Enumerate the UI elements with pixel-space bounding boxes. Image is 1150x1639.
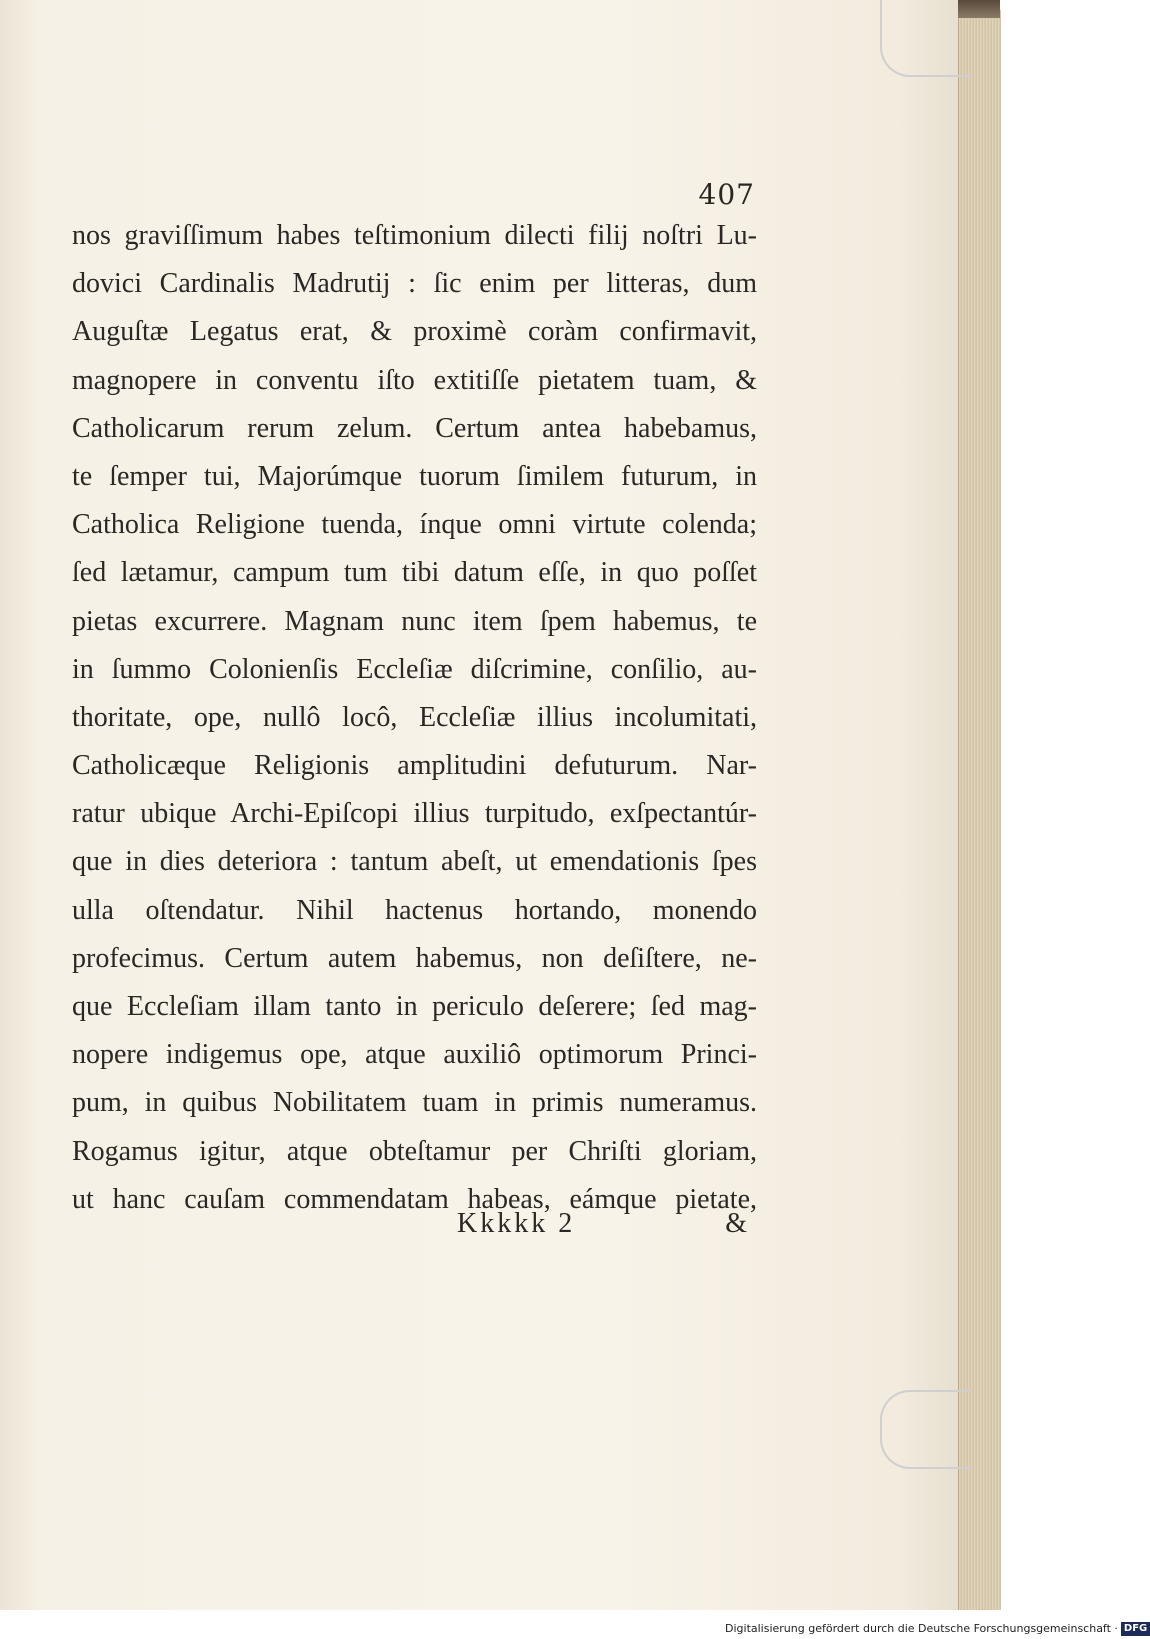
credit-text: Digitalisierung gefördert durch die Deutsche Forschungsgemeinschaft · (725, 1622, 1118, 1635)
text-line: Catholicarum rerum zelum. Certum antea habebamus, (72, 412, 757, 444)
book-fore-edge (958, 10, 1001, 1610)
scanner-clip-bottom (880, 1390, 972, 1469)
text-line: nos graviſſimum habes teſtimonium dilecti filij noſtri Lu- (72, 220, 757, 251)
text-line: ſed lætamur, campum tum tibi datum eſſe, in quo poſſet (72, 557, 757, 589)
signature-mark: Kkkkk 2 (457, 1208, 576, 1239)
digitization-credit (725, 1621, 1150, 1637)
text-line: Auguſtæ Legatus erat, & proximè coràm confirmavit, (72, 316, 757, 348)
catchword: & (725, 1208, 747, 1239)
text-line: ulla oſtendatur. Nihil hactenus hortando, monendo (72, 894, 757, 926)
text-line: dovici Cardinalis Madrutij : ſic enim per litteras, dum (72, 268, 757, 300)
text-line: nopere indigemus ope, atque auxiliô optimorum Princi- (72, 1039, 757, 1071)
body-text (72, 212, 757, 1224)
text-line: ut hanc cauſam commendatam habeas, eámque pietate, (72, 1183, 757, 1215)
text-line: Catholicæque Religionis amplitudini defuturum. Nar- (72, 750, 757, 782)
scanner-clip-top (880, 0, 972, 77)
text-line: te ſemper tui, Majorúmque tuorum ſimilem futurum, in (72, 460, 757, 492)
page-footer (72, 1208, 757, 1248)
text-line: magnopere in conventu iſto extitiſſe pietatem tuam, & (72, 364, 757, 396)
text-line: que in dies deteriora : tantum abeſt, ut emendationis ſpes (72, 846, 757, 878)
page-number: 407 (698, 178, 755, 211)
text-line: pietas excurrere. Magnam nunc item ſpem habemus, te (72, 605, 757, 637)
dfg-logo: DFG (1121, 1622, 1150, 1636)
text-line: pum, in quibus Nobilitatem tuam in primis numeramus. (72, 1087, 757, 1119)
text-line: Catholica Religione tuenda, ínque omni virtute colenda; (72, 509, 757, 541)
text-line: in ſummo Colonienſis Eccleſiæ diſcrimine, conſilio, au- (72, 653, 757, 685)
text-line: ratur ubique Archi-Epiſcopi illius turpitudo, exſpectantúr- (72, 798, 757, 830)
text-line: Rogamus igitur, atque obteſtamur per Chriſti gloriam, (72, 1135, 757, 1167)
text-line: profecimus. Certum autem habemus, non deſiſtere, ne- (72, 942, 757, 974)
text-line: que Eccleſiam illam tanto in periculo deſerere; ſed mag- (72, 991, 757, 1022)
text-line: thoritate, ope, nullô locô, Eccleſiæ illius incolumitati, (72, 701, 757, 733)
